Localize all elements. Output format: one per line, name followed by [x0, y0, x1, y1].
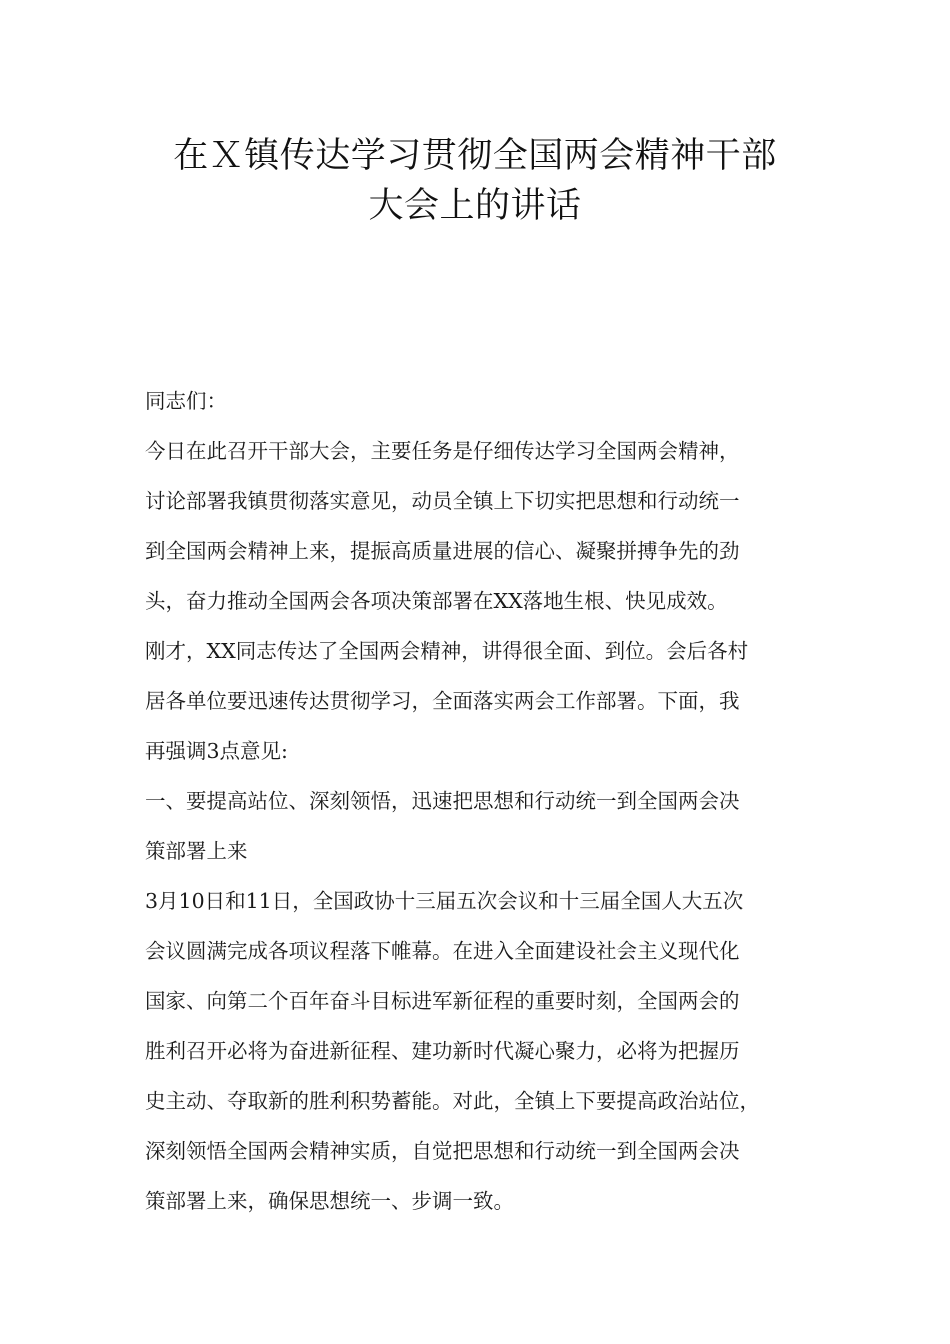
body-line: 国家、向第二个百年奋斗目标进军新征程的重要时刻，全国两会的 [145, 989, 740, 1013]
body-line: 会议圆满完成各项议程落下帷幕。在进入全面建设社会主义现代化 [145, 939, 740, 963]
body-line: 再强调3点意见: [145, 739, 288, 763]
body-line: 策部署上来，确保思想统一、步调一致。 [145, 1189, 514, 1213]
body-line: 史主动、夺取新的胜利积势蓄能。对此，全镇上下要提高政治站位， [145, 1089, 760, 1113]
body-line: 胜利召开必将为奋进新征程、建功新时代凝心聚力，必将为把握历 [145, 1039, 740, 1063]
body-line: 头，奋力推动全国两会各项决策部署在XX落地生根、快见成效。 [145, 589, 728, 613]
section-heading-line: 一、要提高站位、深刻领悟，迅速把思想和行动统一到全国两会决 [145, 789, 740, 813]
body-line: 深刻领悟全国两会精神实质，自觉把思想和行动统一到全国两会决 [145, 1139, 740, 1163]
body-line: 讨论部署我镇贯彻落实意见，动员全镇上下切实把思想和行动统一 [145, 489, 740, 513]
body-line: 刚才，XX同志传达了全国两会精神，讲得很全面、到位。会后各村 [145, 639, 749, 663]
document-title-line-1: 在Ｘ镇传达学习贯彻全国两会精神干部 [173, 136, 777, 176]
document-title-line-2: 大会上的讲话 [368, 186, 582, 226]
salutation: 同志们： [145, 389, 227, 413]
body-line: 居各单位要迅速传达贯彻学习，全面落实两会工作部署。下面，我 [145, 689, 740, 713]
body-line: 3月10日和11日，全国政协十三届五次会议和十三届全国人大五次 [145, 889, 744, 913]
body-line: 到全国两会精神上来，提振高质量进展的信心、凝聚拼搏争先的劲 [145, 539, 740, 563]
body-line: 今日在此召开干部大会，主要任务是仔细传达学习全国两会精神， [145, 439, 740, 463]
section-heading-line: 策部署上来 [145, 839, 248, 863]
